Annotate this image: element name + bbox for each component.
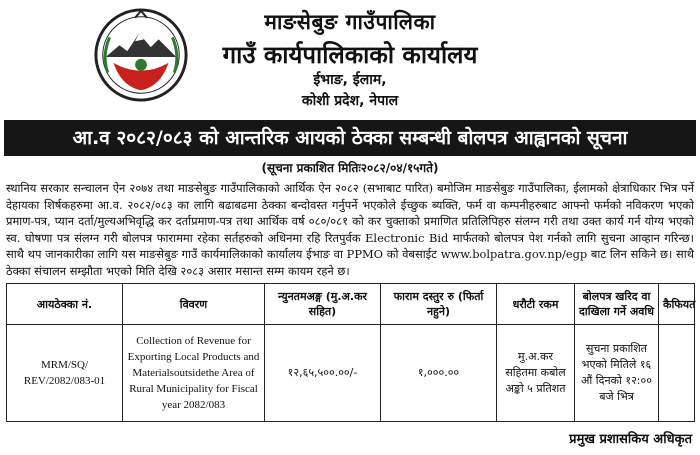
cell-contract-no: MRM/SQ/ REV/2082/083-01 [7,325,123,422]
tender-table [6,283,695,422]
notice-title-banner: आ.व २०८२/०८३ को आन्तरिक आयको ठेक्का सम्बन्धी बोलपत्र आह्वानको सूचना [4,120,696,156]
cell-form-fee: १,०००.०० [381,325,497,422]
col-min-amount: न्युनतमअङ्ग (मु.अ.कर सहित) [265,284,381,325]
col-contract-no: आयठेक्का नं. [7,284,123,325]
col-period: बोलपत्र खरिद वा दाखिला गर्ने अवधि [575,284,659,325]
col-description: विवरण [123,284,265,325]
col-remarks: कैफियत [659,284,695,325]
address-line-1: ईभाङ, ईलाम, [313,72,387,88]
office-name: गाउँ कार्यपालिकाको कार्यालय [222,41,478,69]
table-row [7,325,695,422]
address-line-2: कोशी प्रदेश, नेपाल [301,93,399,109]
col-form-fee: फाराम दस्तुर रु (फिर्ता नहुने) [381,284,497,325]
notice-body: स्थानिय सरकार सन्चालन ऐन २०७४ तथा माङसेबुङ गाउँपालिकाको आर्थिक ऐन २०८२ (सभाबाट पारित) बमोजिम माङसेबुङ गाउँपालिका, ईलामको क्षेत्राधिकार भित्र पर्ने देहायका शिर्षकहरुमा आ.व. २०८२/०८३ का लागि बढाबढमा ठेक्का बन्दोवस्त गर्नुपर्ने भएकोले ईच्छुक ब्यक्ति, फर्म वा कम्पनीहरुबाट आफ्नो फर्मको नविकरण भएको प्रमाण-पत्र, प्यान दर्ता/मुल्यअभिवृद्धि कर दर्ताप्रमाण-पत्र तथा आर्थिक वर्ष ०८०/०८१ को कर चुक्ताको प्रमाणित प्रतिलिपिहरु संलग्न गरी तथा उक्त कार्य गर्न योग्य भएको स्व. घोषणा पत्र संलग्न गरी बोलपत्र फाराममा रहेका सर्तहरुको अधिनमा रहि रितपुर्वक Electronic Bid मार्फतको बोलपत्र पेश गर्नको लागि सुचना आव्हान गरिन्छ। साथै थप जानकारीका लागि यस माङसेबुङ गाउँ कार्यमालिकाको कार्यालय ईभाङ वा PPMO को वेबसाईट www.bolpatra.gov.np/egp बाट लिन सकिने छ। साथै ठेक्का संचालन सम्झौता भएको मिति देखि २०८३ असार मसान्त सम्म कायम रहने छ। [6,181,694,278]
col-deposit: धरौटी रकम [497,284,575,325]
cell-period: सुचना प्रकाशित भएको मितिले १६ औं दिनको १२:०० बजे भित्र [575,325,659,422]
cell-description: Collection of Revenue for Exporting Local Products and Materialsoutsidethe Area of Rural Municipality for Fiscal year 2082/083 [123,325,265,422]
cell-remarks [659,325,695,422]
cell-min-amount: १२,६५,५००.००/- [265,325,381,422]
signature-title: प्रमुख प्रशासकिय अधिकृत [569,432,692,447]
cell-deposit: मु.अ.कर सहितमा कबोल अङ्को ५ प्रतिशत [497,325,575,422]
table-header-row [7,284,695,325]
publish-date: (सूचना प्रकाशित मितिः२०८२/०४/१५गते) [261,161,439,175]
org-name: माङसेबुङ गाउँपालिका [264,10,436,34]
